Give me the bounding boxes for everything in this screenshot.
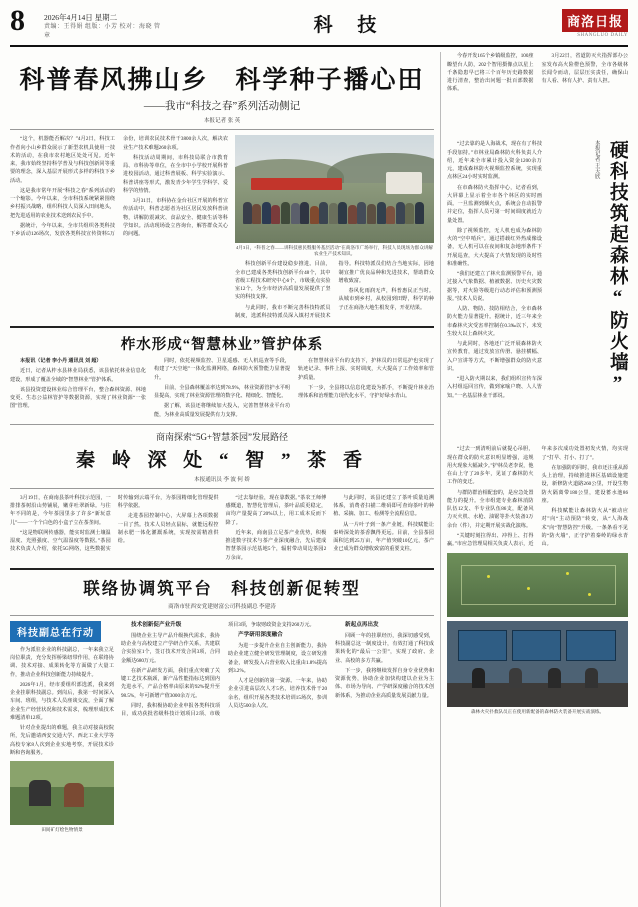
right-photo-control-room	[447, 621, 628, 707]
article3-text: 3月19日，在商南县茶叶科技示范园，一排排茶树沿山势铺展，嫩芽吐翠新绿。与往年不同的是，今年茶园里多了许多“新玩意儿”——一个个白色的小盒子立在茶垄间。 “这是物联网传感器，能实时监测土壤温湿度、光照强度、空气温湿度等数据。”茶园技术负责人介绍，依托5G网络，这些数据实时传输到云端平台，为茶园精细化管理提供科学依据。 走进茶园控制中心，大屏幕上各项数据一目了然。技术人员轻点鼠标，就能远程控制水肥一体化灌溉系统，实现按需精准供给。 “过去靠经验，现在靠数据。”茶农王师傅感慨道，智慧化管理后，茶叶品质更稳定，亩均产量提高了20%以上，用工成本反而下降了。 近年来，商南县立足茶产业优势，积极推进数字技术与茶产业深度融合，先后建成智慧茶园示范基地5个，辐射带动周边茶园2万余亩。 与此同时，该县还建立了茶叶质量追溯体系，消费者扫描二维码即可查询茶叶的种植、采摘、加工、检测等全流程信息。 从一片叶子到一条产业链，科技赋能让秦岭深处的茶香飘得更远。目前，全县茶园面积达到25万亩，年产值突破10亿元，茶产业已成为群众增收致富的重要支柱。	[10, 494, 434, 561]
left-columns	[10, 52, 440, 907]
divider	[10, 129, 434, 130]
sidebar-photo	[10, 761, 114, 825]
lead-photo	[235, 135, 434, 243]
article4-sec2-head: 技术创新促产业升级	[131, 621, 182, 628]
article-tea-garden	[10, 430, 434, 562]
masthead	[10, 6, 628, 47]
article4-sec3-head: 产学研用深度融合	[238, 632, 283, 638]
page-body	[10, 52, 628, 907]
section-title: 科 技	[313, 15, 387, 36]
sidebar-photo-caption: 田间矿灯绘色物情景	[41, 827, 83, 832]
lead-byline: 本报记者 张 英	[203, 118, 241, 125]
right-photo-caption: 森林火灾扑救队员正在使用新配备的森林防火装备开展实战演练。	[470, 709, 605, 715]
masthead-editors: 责编：王得娟 组版：小芳 校对：海晓 管章	[44, 24, 161, 40]
masthead-date: 2026年4月14日 星期二	[44, 13, 118, 22]
right-main-text-a: “过去靠的是人海战术，现在有了科技手段加持。”市林业局森林防火科负责人介绍，近年来全市累计投入资金1200余万元，建成森林防火视频监控系统，实现重点林区24小时实时监测。 在市森林防火指挥中心，记者看到，大屏幕上显示着全市各个林区的实时画面。一旦监测到烟火点，系统会自动报警并定位，指挥人员可第一时间调度就近力量处置。 除了视频监控，无人机也成为森林防火的“空中哨兵”。通过搭载红外热成像设备，无人机可以在夜间和复杂地形条件下开展巡查，大大提高了火情发现的及时性和准确性。 “我们还建立了林火监测预警平台，通过接入气象数据、植被数据、历史火灾数据等，对火险等级进行动态评估和预测预报。”技术人员说。 人防、物防、技防相结合，全市森林防火能力显著提升。据统计，近三年来全市森林火灾受害率控制在0.3‰以下，未发生较大以上森林火灾。 与此同时，各地还广泛开展森林防火宣传教育，通过发放宣传册、悬挂横幅、入户宣讲等方式，不断增强群众的防火意识。 “进入防火期以来，我们组织宣传车深入村组巡回宣传，做到家喻户晓、人人皆知。”一名基层林业干部说。	[447, 141, 542, 399]
article4-sec4-head: 新起点再出发	[345, 621, 379, 628]
article4-sec1-text: 作为派驻企业的科技副总，一年来我立足岗位职责，充分发挥桥梁纽带作用，在联络协调、技术对接、成果转化等方面做了大量工作，推动企业科技创新能力持续提升。 2026年1月，经市委组织部选派，我来到企业挂职科技副总。到岗后，我第一时间深入车间、班组，与技术人员座谈交流，全面了解企业生产经营状况和技术需求，梳理形成技术难题清单12项。 针对企业提出的难题，我主动对接高校院所，先后邀请西安交通大学、西北工业大学等高校专家8人次到企业实地考察，开展技术诊断和咨询服务。	[10, 646, 114, 756]
right-vertical-headline: 硬科技筑起森林“防火墙”	[607, 140, 628, 397]
article4-text: 技术创新促产业升级 围绕企业主导产品升级换代需求，我协助企业与高校建立产学研合作关系，共建联合实验室1个，签订技术开发合同3项，合同金额达680万元。 在新产品研发方面，我们重点突破了关键工艺技术瓶颈，新产品性能指标达到国内先进水平，产品合格率由原来的92%提升至98.5%，年可新增产值3000余万元。 同时，我积极协助企业申报各类科技项目，成功获批省级科技计划项目2项、市级项目3项，争取财政资金支持260万元。 产学研用深度融合 为进一步提升企业自主创新能力，我协助企业建立健全研发管理制度，设立研发准备金，研发投入占营业收入比重由1.8%提高到3.2%。 人才是创新的第一资源。一年来，协助企业引进高层次人才5名，培养技术骨干20余名，组织开展各类技术培训15场次，参训人员达500余人次。 新起点再出发 回顾一年的挂职经历，我深切感受到，科技副总这一制度设计，有效打通了科技成果转化的“最后一公里”，实现了政府、企业、高校的多方共赢。 下一步，我将继续发挥自身专业优势和资源优势，协助企业加快构建以企业为主体、市场为导向、产学研深度融合的技术创新体系，为推动企业高质量发展贡献力量。	[121, 621, 434, 718]
right-photo-map	[447, 553, 628, 617]
paper-name-latin: SHANGLUO DAILY	[577, 33, 628, 38]
sidebar-block	[10, 621, 114, 833]
divider	[10, 568, 434, 570]
lead-text-right: 科技创新平台建设稳步推进。目前，全市已建成各类科技创新平台48个，其中省级工程技术研究中心6个，市级重点实验室12个，为全市经济高质量发展提供了坚实的科技支撑。 与此同时，我市不断完善科技特派员制度，选派科技特派员深入镇村开展技术指导。科技特派员们结合当地实际，因地制宜推广优良品种和先进技术，帮助群众增收致富。 春风化雨润无声，科普惠民正当时。从城市到乡村，从校园到田野，科学的种子正在商洛大地生根发芽，开花结果。	[235, 261, 434, 319]
right-main-text-b: “过去一到清明前后就提心吊胆，现在群众的防火意识明显增强，违规用火现象大幅减少。”护林员老李说，他在山上守了20多年，见证了森林防火工作的变迁。 与群防群治相配套的，是应急处置能力的提升。全市组建专业森林消防队伍12支、半专业队伍86支，配备风力灭火机、水枪、油锯等扑火装备3万余台（件），并定期开展实战化演练。 “关键时刻拉得出、冲得上、打得赢。”市应急管理局相关负责人表示，近年来多次成功处置初发火情，均实现了“打早、打小、打了”。 在加强防的同时，我市还注重从源头上治理，持续推进林区基础设施建设，新修防火道路260公里，开设生物防火隔离带180公里，建设蓄水池86座。 科技赋能让森林防火从“被动应对”向“主动预防”转变，从“人海战术”向“智慧防控”升级。一条条看不见的“防火墙”，正守护着秦岭的绿水青山。	[447, 446, 628, 547]
sidebar-badge: 科技副总在行动	[10, 621, 101, 642]
photo-crowd	[239, 191, 430, 223]
lead-text-left: “这个，机器能否解决？”4月2日，科技工作者向小山乡群众展示了新型农机具使用一技术的活动，在我市农村地区处处可见。近年来，我市始终坚持科学普及与科技创新同等重要的理念，深入基层开展形式多样的科技下乡活动。 这是我市常年开展“科技之春”系列活动的一个缩影。今年以来，全市科技系统紧紧围绕乡村振兴战略，组织科技人员深入田间地头，把先进适用的农业技术送到农民手中。 据统计，今年以来，全市共组织各类科技下乡活动126场次，发放各类科技宣传资料5万余份，培训农民技术骨干3800余人次，解决农业生产技术难题260余项。 科技活动周期间，市科技局联合市教育局、市科协等单位，在全市中小学校开展科普进校园活动，通过科普展板、科学实验演示、科普讲座等形式，激发青少年学生学科学、爱科学的热情。 3月31日，市科协在金台社区开展的科普宣传活动中，科普志愿者为社区居民发放科普读物，讲解防震减灾、食品安全、健康生活等科学知识。活动现场设立咨询台，解答群众关心的问题。	[10, 136, 228, 237]
article2-source: 本报讯（记者 李小丹 通讯员 刘 超）	[20, 358, 102, 364]
article4-headline: 联络协调筑平台 科技创新促转型	[83, 578, 361, 598]
right-vertical-byline: 本报记者 王天欣	[593, 140, 600, 180]
article2-headline: 柞水形成“智慧林业”管护体系	[120, 337, 324, 353]
lead-photo-caption: 4月3日，“科普之春——讲科技惠民暨服务基层活动”在商洛市广场举行，科技人员现场为群众讲解农业生产技术知识。	[235, 245, 434, 257]
divider	[10, 615, 434, 616]
page-number: 8	[10, 4, 25, 37]
lead-subhead: ——我市“科技之春”系列活动侧记	[143, 101, 301, 113]
masthead-dateblock	[44, 6, 164, 41]
divider	[10, 424, 434, 425]
paper-logo	[536, 6, 628, 38]
paper-name: 商洛日报	[562, 9, 628, 32]
article2-text: 本报讯（记者 李小丹 通讯员 刘 超） 近日，记者从柞水县林业局获悉，该县依托林业信息化建设，形成了覆盖全域的“智慧林业”管护体系。 该县投资建设林业综合管理平台，整合森林资源、林地变更、生态公益林管护等数据资源，实现了林业资源“一张图”管理。 同时，依托视频监控、卫星遥感、无人机巡查等手段，构建了“天空地”一体化监测网络，森林防火预警能力显著提升。 目前，全县森林覆盖率达到78.9%，林业资源管护水平明显提高，实现了林业资源管理的数字化、精细化、智能化。 据了解，该县还将继续加大投入，完善智慧林业平台功能，为林业高质量发展提供有力支撑。 在智慧林业平台的支持下，护林员的日常巡护也实现了轨迹记录、事件上报、实时调度，大大提高了工作效率和管护质量。 下一步，全县将以信息化建设为抓手，不断提升林业治理体系和治理能力现代化水平，守护好绿水青山。	[10, 358, 434, 418]
article3-headline: 秦 岭 深 处 “ 智 ” 茶 香	[75, 449, 368, 471]
article4-byline: 商洛市驻西安党建财富公司科技副总 李建涛	[168, 603, 276, 610]
article3-byline: 本报通讯员 李 波 何 娇	[194, 476, 250, 483]
article-smart-forestry	[10, 333, 434, 419]
article3-eyebrow: 商南探索“5G+智慧茶园”发展路径	[155, 431, 289, 442]
right-column	[440, 52, 628, 907]
article-keji-fuzong	[10, 575, 434, 833]
lead-headline: 科普春风拂山乡 科学种子播心田	[19, 67, 425, 95]
divider	[10, 488, 434, 489]
lead-article	[10, 60, 434, 320]
right-top-text: 今春开发165个乡镇级监控，100座瞭望台人防，202个智用摄像点以星上千条隐患早已将三个百年历史路数据进行清查，整治出问题一批百部数据体系。 3月22日，省道防灭火指挥部办公室发布高火险橙色预警，全市各级林长闻令而动，层层压实责任，确保山有人看、林有人护、责有人担。	[447, 53, 628, 93]
divider	[10, 326, 434, 328]
